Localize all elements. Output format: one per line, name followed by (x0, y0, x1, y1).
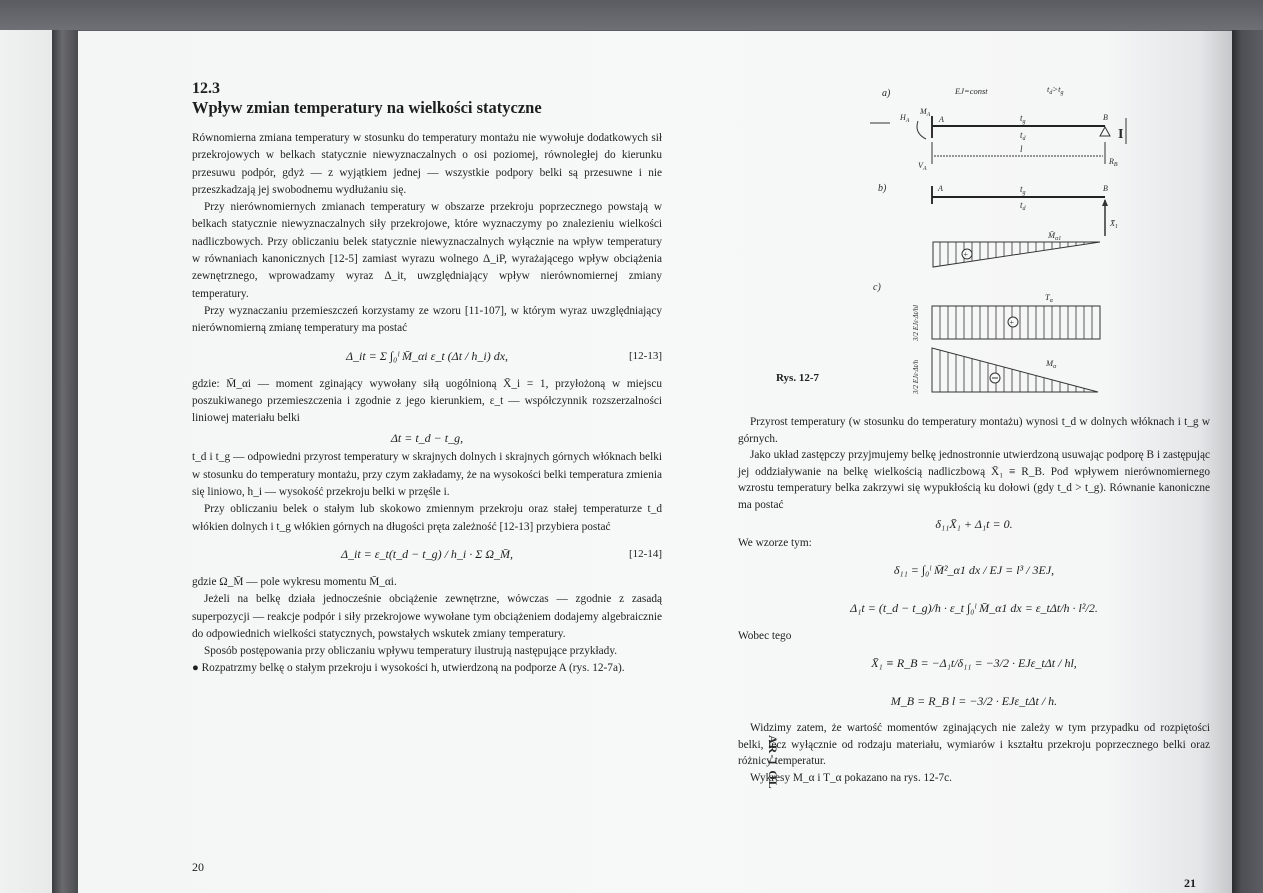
section-number: 12.3 (192, 80, 220, 97)
svg-text:td: $t_d$ (1020, 200, 1026, 212)
equation-delta1t (738, 590, 1210, 628)
panel-label-b: b) (878, 183, 887, 194)
paragraph: Jeżeli na belkę działa jednocześnie obciążenie zewnętrzne, wówczas — zgodnie z zasadą superpozycji — reakcje podpór i siły przekrojowe wywołane tym obciążeniem dodajemy algebraicznie do odpowiednich wielkości statycznych, powstałych wskutek zmiany temperatury. (192, 593, 662, 640)
paragraph: Widzimy zatem, że wartość momentów zginających nie zależy w tym przypadku od rozpiętości belki, lecz wyłącznie od rodzaju materiału, wymiarów i kształtu przekroju poprzecznego belki oraz różnicy temperatur. (738, 722, 1210, 767)
paragraph: Wobec tego (738, 629, 792, 642)
paragraph: Wykresy M_α i T_α pokazano na rys. 12-7c. (750, 771, 953, 784)
page-number-left: 20 (192, 860, 204, 874)
svg-text:MA: $M_A$ (920, 107, 931, 118)
paragraph: gdzie: M̄_αi — moment zginający wywołany siłą uogólnioną X̄_i = 1, przyłożoną w miejscu poszukiwanego przemieszczenia i zgodnie z jego kierunkiem, ε_t — współczynnik rozszerzalności liniowej materiału belki (192, 377, 662, 425)
svg-text:B: B (1103, 113, 1108, 122)
equation-canonical (738, 513, 1210, 535)
equation-lhs: Δ_it = (340, 547, 372, 562)
equation-body: Δ₁t = (t_d − t_g)/h · ε_t ∫₀ˡ M̄_α1 dx = ε_tΔt/h · l²/2. (850, 601, 1098, 616)
svg-text:td: $t_d$ (1020, 130, 1026, 142)
equation-number: [12-14] (629, 548, 662, 561)
paragraph: Przy wyznaczaniu przemieszczeń korzystamy ze wzoru [11-107], w którym wyraz uwzględniający nierównomierną zmianę temperatury ma postać (192, 304, 662, 335)
svg-text:Mα: $M_\alpha$ (1046, 358, 1057, 370)
label-cond: $t_d>t_g$ (1047, 84, 1064, 96)
paragraph: Równomierna zmiana temperatury w stosunku do temperatury montażu nie wywołuje dodatkowych sił przekrojowych w belkach statycznie niewyznaczalnych o osi poziomej, równoległej do kierunku przesuwu podpór, gdyż — z wyjątkiem jednej — wszystkie podpory belki są przesuwne i nie przeszkadzają jej swobodnemu wydłużaniu się. (192, 132, 662, 196)
svg-text:+: + (963, 250, 969, 259)
paragraph: Jako układ zastępczy przyjmujemy belkę jednostronnie utwierdzoną usuwając podporę B i zastępując jej oddziaływanie na belkę wielkością nadliczbową X̄₁ ≡ R_B. Pod wpływem nierównomiernego wzrostu temperatury belka zakrzywi się wypukłością ku dołowi (gdy t_d > t_g). Równanie kanoniczne ma postać (738, 449, 1210, 511)
equation-body: δ₁₁X̄₁ + Δ₁t = 0. (935, 516, 1013, 531)
svg-text:3/2 EJε·Δt/hl: 3/2 EJε·Δt/hl (912, 304, 920, 341)
label-ej: EJ=const (955, 86, 988, 96)
equation-body: δ₁₁ = ∫₀ˡ M̄²_α1 dx / EJ = l³ / 3EJ, (893, 563, 1055, 578)
panel-label-a: a) (882, 88, 891, 99)
book-cover-edge-right (1232, 30, 1263, 893)
paragraph: Przy obliczaniu belek o stałym lub skokowo zmiennym przekroju oraz stałej temperaturze t_d włókien dolnych i t_g włókien górnych na długości pręta zależność [12-13] przybiera postać (192, 503, 662, 533)
right-page (738, 414, 1210, 786)
paragraph: Przy nierównomiernych zmianach temperatury w obszarze przekroju poprzecznego powstają w belkach statycznie niewyznaczalnych siły przekrojowe, które wyznaczymy po znalezieniu wielkości nadliczbowych. Przy obliczaniu belek statycznie niewyznaczalnych wyłącznie na wpływ temperatury w równaniach kanonicznych [12-5] zamiast wyrazu wolnego Δ_iP, wyrażającego wpływ obciążenia zewnętrznego, wprowadzamy wyraz Δ_it, uwzględniający wpływ nierównomiernej zmiany temperatury. (192, 201, 662, 300)
paragraph: We wzorze tym: (738, 537, 812, 549)
svg-text:A: A (939, 115, 944, 124)
figure-12-7 (860, 76, 1190, 406)
svg-text:M̄α1: $M̄_{\alpha 1}$ (1048, 230, 1062, 242)
equation-body: ε_t(t_d − t_g) / h_i · Σ Ω_M̄, (374, 547, 514, 562)
svg-text:B: B (1103, 184, 1108, 193)
paragraph: Przyrost temperatury (w stosunku do temperatury montażu) wynosi t_d w dolnych włóknach i t_g w górnych. (738, 416, 1210, 445)
equation-x1 (738, 644, 1210, 682)
equation-delta-t (192, 427, 662, 449)
scanner-top-band (0, 0, 1263, 30)
paragraph: gdzie Ω_M̄ — pole wykresu momentu M̄_αi. (192, 575, 397, 588)
equation-mb (738, 682, 1210, 720)
svg-text:tg: $t_g$ (1020, 113, 1026, 125)
equation-lhs: Δ_it = (345, 348, 377, 363)
equation-12-13 (192, 338, 662, 376)
library-stamp: AR-1 OL (766, 735, 780, 790)
svg-text:tg: $t_g$ (1020, 184, 1026, 196)
equation-number: [12-13] (629, 349, 662, 362)
equation-delta11 (738, 552, 1210, 590)
equation-12-14 (192, 536, 662, 574)
panel-label-c: c) (873, 282, 881, 293)
svg-text:A: A (938, 184, 943, 193)
equation-body: X̄₁ ≡ R_B = −Δ₁t/δ₁₁ = −3/2 · EJε_tΔt / hl, (871, 655, 1077, 670)
paragraph: t_d i t_g — odpowiedni przyrost temperatury w skrajnych dolnych i skrajnych górnych włóknach belki w stosunku do temperatury montażu, przy czym zakładamy, że na wysokości belki temperatura zmienia się liniowo, h_i — wysokość przekroju belki w przęśle i. (192, 451, 662, 499)
svg-text:Tα: $T_\alpha$ (1045, 292, 1053, 304)
page-number-right: 21 (1184, 876, 1196, 890)
equation-body: Σ ∫₀ˡ M̄_αi ε_t (Δt / h_i) dx, (379, 348, 509, 363)
book-cover-edge-left (52, 30, 78, 893)
left-page (192, 80, 662, 678)
figure-caption: Rys. 12-7 (776, 372, 820, 384)
paragraph: Sposób postępowania przy obliczaniu wpływu temperatury ilustrują następujące przykłady. (204, 645, 618, 658)
svg-text:X̄1: $X̄_1$ (1110, 219, 1118, 230)
svg-text:+: + (1009, 318, 1015, 327)
svg-text:HA: $H_A$ (900, 113, 910, 124)
svg-text:VA: $V_A$ (918, 161, 927, 172)
beam-diagram (860, 76, 1190, 406)
paragraph: ● Rozpatrzmy belkę o stałym przekroju i wysokości h, utwierdzoną na podporze A (rys. 12-7a). (192, 662, 625, 675)
svg-text:RB: $R_B$ (1109, 157, 1118, 168)
svg-text:l: l (1020, 144, 1023, 154)
svg-text:I: I (1118, 127, 1124, 142)
equation-body: Δt = t_d − t_g, (390, 430, 464, 445)
svg-text:3/2 EJε·Δt/h: 3/2 EJε·Δt/h (912, 359, 920, 394)
section-title: Wpływ zmian temperatury na wielkości statyczne (192, 98, 542, 117)
scanner-left-margin (0, 30, 52, 893)
equation-body: M_B = R_B l = −3/2 · EJε_tΔt / h. (890, 693, 1058, 708)
